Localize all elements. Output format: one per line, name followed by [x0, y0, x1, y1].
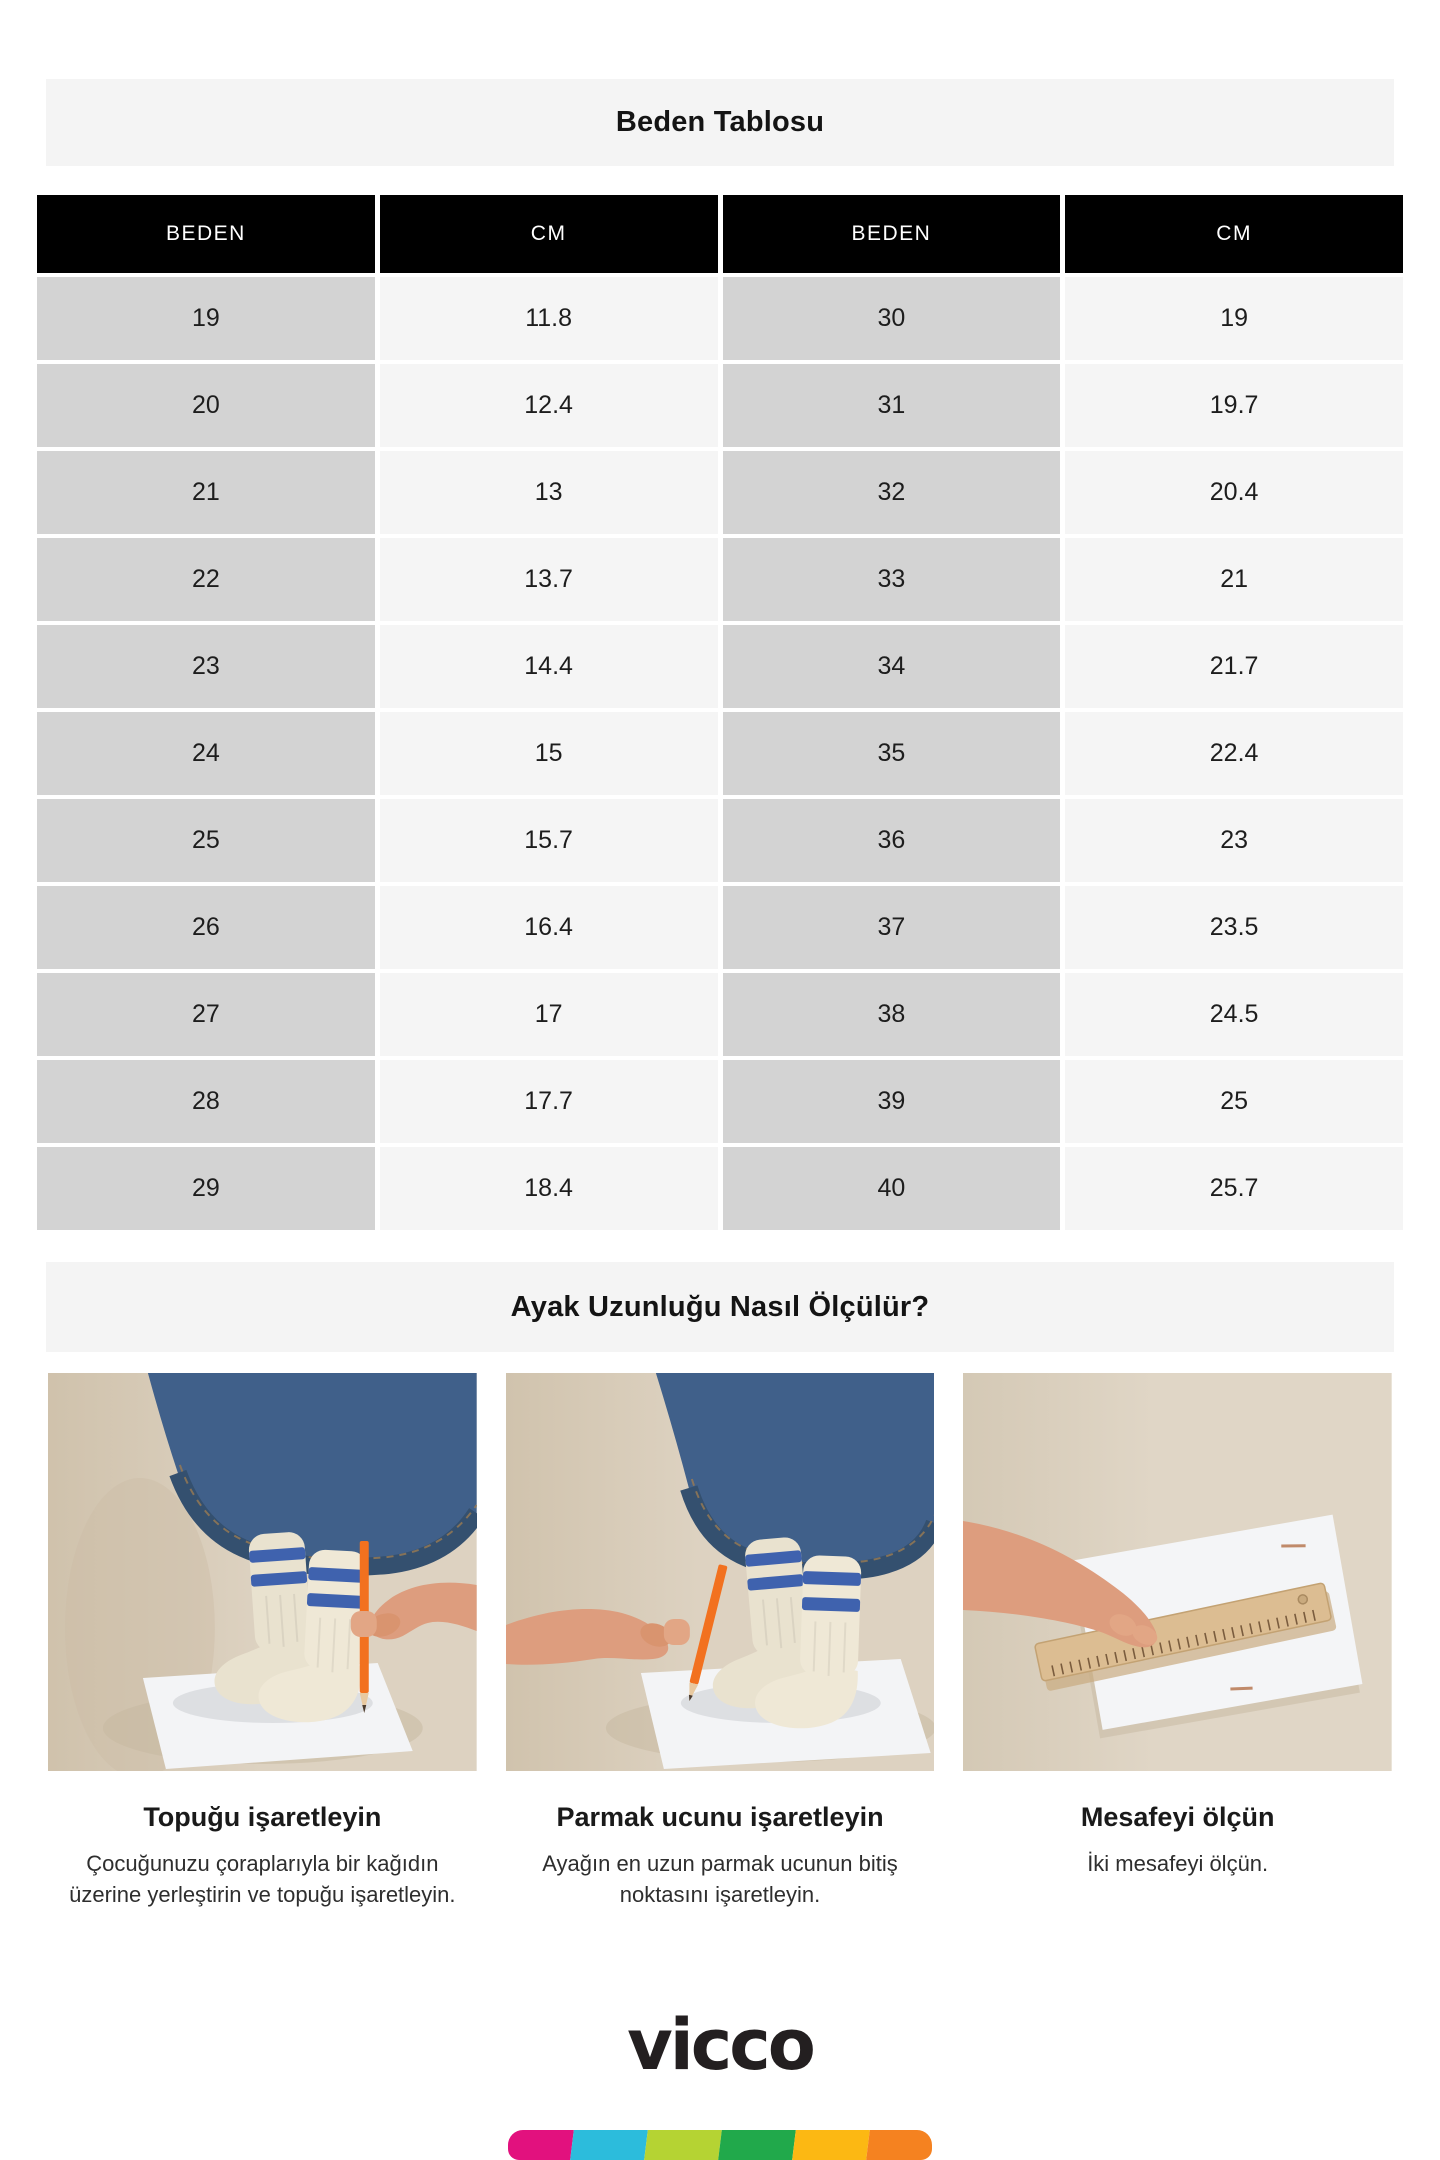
table-cell-cm: 23 [1065, 799, 1403, 882]
rainbow-segment [718, 2130, 796, 2160]
brand-logo: vicco [627, 2004, 813, 2087]
table-cell-size: 20 [37, 364, 375, 447]
heel-marking-photo [48, 1373, 477, 1771]
size-chart-title: Beden Tablosu [615, 106, 825, 138]
step-title: Parmak ucunu işaretleyin [556, 1802, 884, 1832]
table-cell-cm: 20.4 [1065, 451, 1403, 534]
table-cell-size: 33 [723, 538, 1061, 621]
table-cell-size: 37 [723, 886, 1061, 969]
table-cell-size: 39 [723, 1060, 1061, 1143]
table-cell-size: 29 [37, 1147, 375, 1230]
table-cell-size: 34 [723, 625, 1061, 708]
table-cell-cm: 16.4 [380, 886, 718, 969]
table-cell-cm: 17.7 [380, 1060, 718, 1143]
table-cell-cm: 25.7 [1065, 1147, 1403, 1230]
table-cell-size: 30 [723, 277, 1061, 360]
table-header-cell: BEDEN [37, 195, 375, 273]
how-to-title: Ayak Uzunluğu Nasıl Ölçülür? [510, 1290, 930, 1323]
table-cell-size: 31 [723, 364, 1061, 447]
table-cell-size: 19 [37, 277, 375, 360]
table-header-cell: CM [1065, 195, 1403, 273]
table-cell-size: 40 [723, 1147, 1061, 1230]
table-cell-size: 28 [37, 1060, 375, 1143]
table-cell-size: 24 [37, 712, 375, 795]
table-cell-cm: 12.4 [380, 364, 718, 447]
table-header-cell: CM [380, 195, 718, 273]
table-cell-size: 27 [37, 973, 375, 1056]
table-cell-cm: 17 [380, 973, 718, 1056]
rainbow-bar [508, 2130, 932, 2160]
step-description: İki mesafeyi ölçün. [1087, 1851, 1269, 1876]
table-cell-size: 22 [37, 538, 375, 621]
size-table [37, 195, 1403, 1230]
table-cell-cm: 23.5 [1065, 886, 1403, 969]
table-cell-size: 38 [723, 973, 1061, 1056]
table-cell-size: 36 [723, 799, 1061, 882]
rainbow-segment [792, 2130, 870, 2160]
table-cell-cm: 13.7 [380, 538, 718, 621]
table-cell-cm: 11.8 [380, 277, 718, 360]
table-cell-size: 32 [723, 451, 1061, 534]
table-cell-cm: 22.4 [1065, 712, 1403, 795]
table-cell-cm: 18.4 [380, 1147, 718, 1230]
ruler-measuring-photo [963, 1373, 1392, 1771]
how-to-title-banner [46, 1262, 1394, 1352]
table-cell-cm: 24.5 [1065, 973, 1403, 1056]
step-title: Topuğu işaretleyin [143, 1802, 382, 1832]
table-cell-cm: 15.7 [380, 799, 718, 882]
step-column-toe [506, 1373, 935, 1910]
rainbow-segment [866, 2130, 932, 2160]
table-cell-size: 21 [37, 451, 375, 534]
step-column-heel [48, 1373, 477, 1910]
table-cell-size: 23 [37, 625, 375, 708]
step-description: Çocuğunuzu çoraplarıyla bir kağıdın üzerine yerleştirin ve topuğu işaretleyin. [69, 1851, 456, 1908]
rainbow-segment [508, 2130, 574, 2160]
rainbow-segment [644, 2130, 722, 2160]
table-cell-size: 35 [723, 712, 1061, 795]
table-cell-cm: 21.7 [1065, 625, 1403, 708]
table-cell-cm: 19.7 [1065, 364, 1403, 447]
table-cell-cm: 15 [380, 712, 718, 795]
how-to-steps-row [48, 1373, 1392, 1910]
top-spacer [0, 0, 1440, 79]
step-column-measure [963, 1373, 1392, 1910]
step-description: Ayağın en uzun parmak ucunun bitiş noktasını işaretleyin. [542, 1851, 898, 1908]
table-cell-cm: 13 [380, 451, 718, 534]
table-cell-size: 25 [37, 799, 375, 882]
step-title: Mesafeyi ölçün [1080, 1802, 1275, 1832]
rainbow-segment [570, 2130, 648, 2160]
size-chart-title-banner [46, 79, 1394, 166]
table-cell-cm: 21 [1065, 538, 1403, 621]
toe-marking-photo [506, 1373, 935, 1771]
table-cell-cm: 14.4 [380, 625, 718, 708]
table-header-cell: BEDEN [723, 195, 1061, 273]
table-cell-cm: 25 [1065, 1060, 1403, 1143]
table-cell-cm: 19 [1065, 277, 1403, 360]
table-cell-size: 26 [37, 886, 375, 969]
